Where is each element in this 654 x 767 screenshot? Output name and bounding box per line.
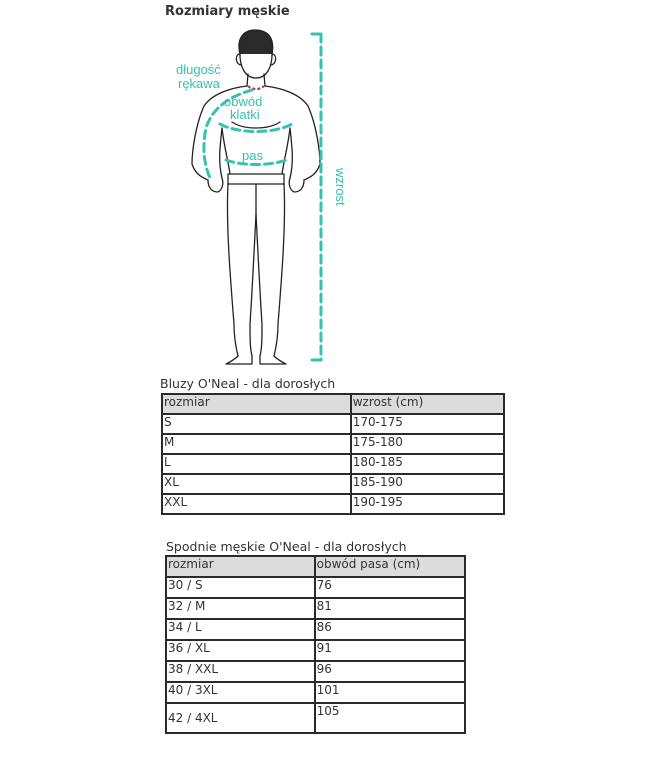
cell-height: 185-190 [351, 474, 504, 494]
cell-waist: 86 [315, 619, 465, 640]
hoodies-caption: Bluzy O'Neal - dla dorosłych [160, 376, 336, 391]
table-row [162, 494, 504, 514]
hoodies-size-table [161, 393, 505, 515]
column-header-size: rozmiar [162, 394, 351, 414]
cell-waist: 105 [315, 703, 465, 733]
cell-height: 175-180 [351, 434, 504, 454]
waist-label: pas [242, 148, 263, 163]
chest-label-line1: obwód [224, 94, 263, 109]
column-header-height: wzrost (cm) [351, 394, 504, 414]
cell-size: L [162, 454, 351, 474]
chest-label-line2: klatki [230, 107, 260, 122]
cell-size: 36 / XL [166, 640, 315, 661]
cell-waist: 76 [315, 577, 465, 598]
column-header-waist: obwód pasa (cm) [315, 556, 465, 577]
table-row [162, 434, 504, 454]
table-row [166, 577, 465, 598]
cell-size: 40 / 3XL [166, 682, 315, 703]
cell-waist: 101 [315, 682, 465, 703]
man-silhouette-illustration [160, 24, 360, 374]
page-title: Rozmiary męskie [165, 4, 290, 19]
cell-waist: 81 [315, 598, 465, 619]
table-row [166, 619, 465, 640]
cell-size: S [162, 414, 351, 434]
neck-marker [248, 86, 264, 89]
cell-size: M [162, 434, 351, 454]
cell-waist: 91 [315, 640, 465, 661]
measurement-lines [204, 34, 321, 360]
cell-height: 180-185 [351, 454, 504, 474]
table-row [166, 640, 465, 661]
cell-size: XXL [162, 494, 351, 514]
cell-size: 32 / M [166, 598, 315, 619]
cell-waist: 96 [315, 661, 465, 682]
sleeve-label-line1: długość [176, 62, 221, 77]
table-row [162, 474, 504, 494]
table-row [166, 703, 465, 733]
sleeve-label-line2: rękawa [178, 76, 220, 91]
table-row [162, 414, 504, 434]
table-row [166, 661, 465, 682]
table-row [162, 454, 504, 474]
cell-size: 34 / L [166, 619, 315, 640]
column-header-size: rozmiar [166, 556, 315, 577]
table-row [166, 682, 465, 703]
cell-size: 42 / 4XL [166, 703, 315, 733]
height-label: wzrost [333, 168, 348, 206]
table-row [166, 598, 465, 619]
cell-height: 170-175 [351, 414, 504, 434]
cell-size: 30 / S [166, 577, 315, 598]
measurement-figure [160, 24, 360, 374]
table-header-row [166, 556, 465, 577]
cell-size: XL [162, 474, 351, 494]
cell-height: 190-195 [351, 494, 504, 514]
pants-size-table [165, 555, 466, 734]
pants-caption: Spodnie męskie O'Neal - dla dorosłych [166, 539, 407, 554]
table-header-row [162, 394, 504, 414]
cell-size: 38 / XXL [166, 661, 315, 682]
